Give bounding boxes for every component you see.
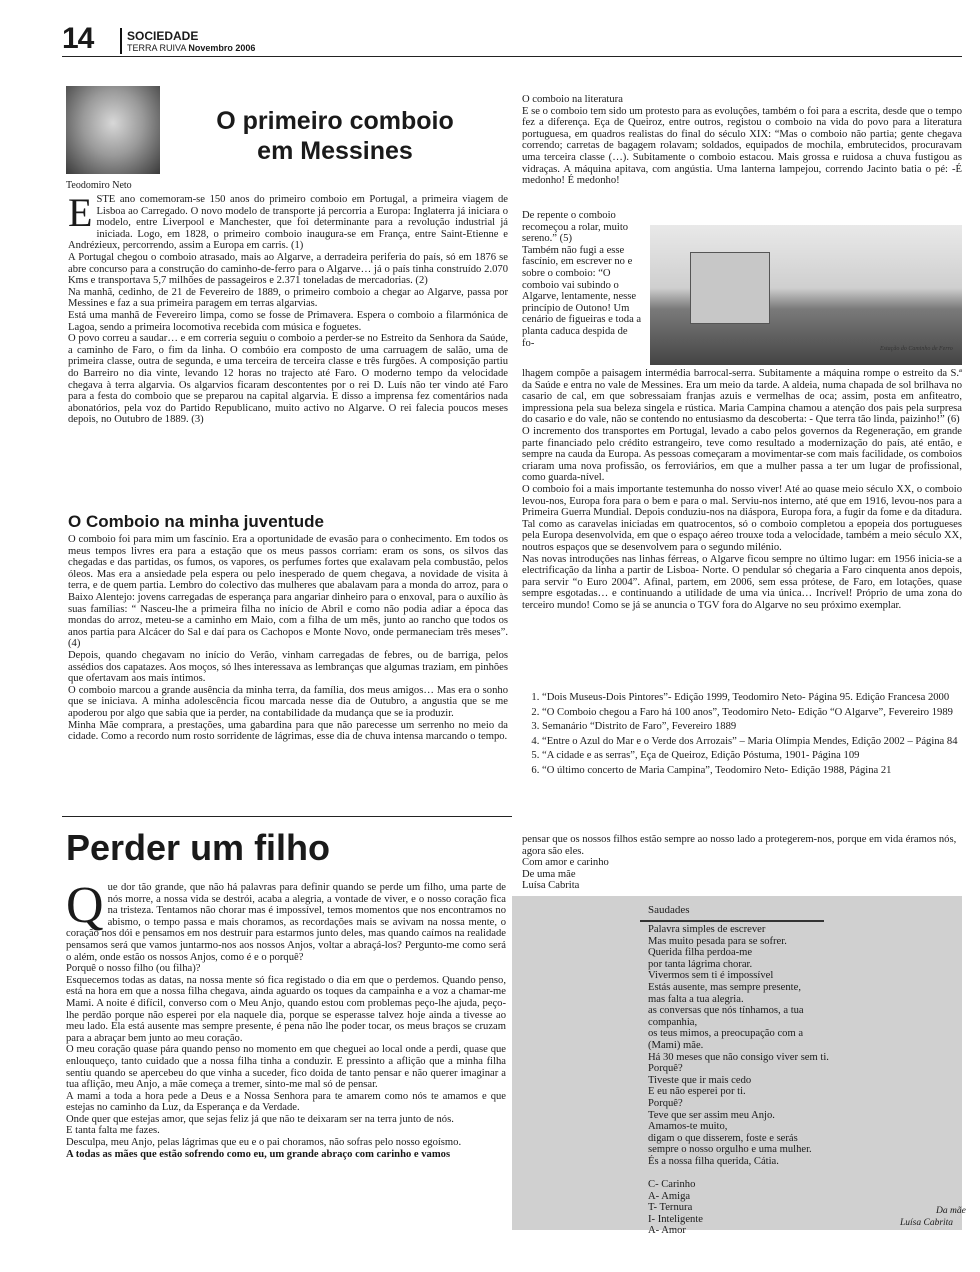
- reference-item: 6. “O último concerto de Maria Campina”, Teodomiro Neto- Edição 1988, Página 21: [542, 765, 960, 777]
- youth-body: [68, 534, 508, 743]
- paragraph: O incremento dos transportes em Portugal, levado a cabo pelos governos da Regeneração, em grande parte financiado pelo crédito estrangeiro, teve como resultado a modernização do país, até então, e sempre na cauda da Europa. As pessoas começaram a movimentar-se com mais facilidade, os comboios criaram uma nova profissão, os ferroviários, em que a mulher passa a ter um lugar de profissional, como guarda-nível.: [522, 425, 962, 484]
- paragraph: Minha Mãe comprara, a prestações, uma gabardina para que não parecesse um serrenho no meio da cidade. Como a recordo num rosto sorridente de lágrimas, esse dia de chuva intensa marcando o tempo.: [68, 719, 508, 743]
- header-rule: [62, 56, 962, 57]
- poem-line: Querida filha perdoa-me: [648, 947, 753, 959]
- signoff-line: De uma mãe: [522, 868, 576, 880]
- article2-body: [66, 877, 506, 1160]
- author-name: Teodomiro Neto: [66, 180, 132, 191]
- article1-body: [68, 190, 508, 426]
- paragraph: O comboio marcou a grande ausência da minha terra, da família, dos meus amigos… Mas era o sonho que se iniciava. A minha adolescência ficou marcada nesse dia de Outubro, a angustia que se me apoderou por algo que sabia que ia perder, na contabilidade da mudança que se ia produzir.: [68, 684, 508, 719]
- poem-line: Porquê?: [648, 1063, 683, 1075]
- poem-line: T- Ternura: [648, 1202, 693, 1214]
- dropcap: Q: [66, 877, 104, 934]
- poem-signature-line2: Luísa Cabrita: [900, 1218, 954, 1228]
- article2-right-text: [522, 834, 962, 892]
- poem-line: as conversas que nós tínhamos, a tua: [648, 1005, 804, 1017]
- paragraph: Nas novas introduções nas linhas férreas, o Algarve ficou sempre no último lugar: em 1956 inicia-se a electrificação da linha a partir de Lisboa- Norte. O pendular só chegaria a Faro cinquenta anos depois, para servir “o Euro 2004”. Afinal, partem, em 2006, sem essa prótese, de Faro, em lotações, quase sempre esgotadas… e continuando a utilidade de uma via única… Incrível! Próprio de uma zona do terceiro mundo! Como se já se anuncia o TGV fora do Algarve no seu próximo exemplar.: [522, 553, 962, 611]
- paragraph: lhagem compõe a paisagem intermédia barrocal-serra. Subitamente a máquina rompe o estreito da S.ª da Saúde e entra no vale de Messines. Era um meio da tarde. A aldeia, numa chapada de sol brilhava no casario de cal, em que sobressaiam franjas azuis e vermelhas de oca; assim, posta em anfiteatro, impressiona pela sua beleza singela e rústica. Maria Campina chamou a atenção dos pais pela surpresa do casario e do vale, não se contendo no entusiasmo da descoberta: - Que terra tão linda, paizinho!” (6): [522, 368, 962, 426]
- poem-line: A- Amor: [648, 1225, 686, 1237]
- title-line-2: em Messines: [257, 137, 413, 165]
- article-title: [180, 106, 490, 166]
- poem-line: Mas muito pesada para se sofrer.: [648, 935, 787, 947]
- paragraph: Na manhã, cedinho, de 21 de Fevereiro de 1889, o primeiro comboio a chegar ao Algarve, passa por Messines e faz a sua primeira paragem em terras algarvias.: [68, 286, 508, 310]
- references: [520, 692, 960, 780]
- literature-top: [522, 94, 962, 187]
- reference-item: 4. “Entre o Azul do Mar e o Verde dos Arrozais” – Maria Olímpia Mendes, Edição 2002 – Página 84: [542, 736, 960, 748]
- paragraph: E tanta falta me fazes.: [66, 1125, 160, 1137]
- paragraph: E se o comboio tem sido um protesto para as evoluções, também o foi para a escrita, desde que o tempo fez a diferença. Eça de Queiroz, entre outros, registou o comboio na vida do povo para a literatura portuguesa, em quadros realistas do final do século XIX: “Mas o comboio não partia; gente chegava correndo; carretas de bagagem rolavam; soldados, equipados de mochila, embrutecidos, procuravam uma terceira classe (…). Subitamente o comboio estacou. Mais grossa e ruidosa a chuva fustigou as vidraças. A máquina apitava, com angústia. Uma lanterna lampejou, correndo Jacinto batia o pé: -É medonho! É medonho!: [522, 105, 962, 187]
- poem-line: Amamos-te muito,: [648, 1121, 728, 1133]
- poem-title: Saudades: [648, 904, 690, 916]
- author-photo: [66, 86, 160, 174]
- paragraph: Depois, quando chegavam no início do Verão, vinham carregadas de febres, ou de barriga, pelos assédios dos capatazes. Aos moços, só lhes interessava as lembranças que algumas traziam, em pinhões que ofertavam aos mais íntimos.: [68, 649, 508, 685]
- paragraph: [66, 877, 506, 963]
- paragraph: O meu coração quase pára quando penso no momento em que cheguei ao local onde a perdi, quase que enlouqueço, tanto cuidado que a nossa filha tinha a conduzir. E pressinto a aflição que a minha filha sentiu quando se apercebeu do que vinha a suceder, fico doida de tanto pensar e não querer imaginar a tua aflição, meu Anjo, a mãe começa a tremer, sinto-me mal só de pensar.: [66, 1044, 506, 1091]
- photo-caption: Estação do Caminho de Ferro: [880, 346, 953, 352]
- poem-line: companhia,: [648, 1016, 698, 1028]
- page-number: 14: [62, 22, 94, 55]
- poem-line: Há 30 meses que não consigo viver sem ti.: [648, 1051, 829, 1063]
- paragraph: Esquecemos todas as datas, na nossa mente só fica registado o dia em que o perdemos. Quando penso, está na hora em que a nossa filha chegava, ainda aguardo os toques da campainha e a voz a chamar-me Mami. A noite é difícil, converso com o Meu Anjo, quando estou com problemas peço-lhe ajuda, peço-lhe perdão porque não esperei por ela naquele dia, porque se esperasse talvez hoje ainda a tivesse ao meu lado. Ela está ausente mas sempre presente, é pena não lhe poder tocar, os meus braços se cruzam para a abraçar bem junto ao meu coração.: [66, 974, 506, 1044]
- poem-line: C- Carinho: [648, 1179, 696, 1191]
- paragraph: Onde quer que estejas amor, que sejas feliz já que não te deixaram ser na terra junto de nós.: [66, 1113, 454, 1125]
- reference-item: 2. “O Comboio chegou a Faro há 100 anos”, Teodomiro Neto- Edição “O Algarve”, Fevereiro 1989: [542, 707, 960, 719]
- poem-divider: [640, 920, 824, 922]
- paragraph: Porquê o nosso filho (ou filha)?: [66, 963, 201, 975]
- poem-line: És a nossa filha querida, Cátia.: [648, 1155, 779, 1167]
- poem-line: Tiveste que ir mais cedo: [648, 1074, 752, 1086]
- paragraph: O comboio foi a mais importante testemunha do nosso viver! Até ao quase meio século XX, o comboio levou-nos, Europa fora para o bem e para o mal. Serviu-nos interno, até que em 1916, levou-nos para a Primeira Guerra Mundial. Depois conduziu-nos na diáspora, Europa fora, a fugir da fome e da ditadura. Tal como as caravelas iniciadas em quatrocentos, só o comboio completou a epopeia dos portugueses pela Europa desenvolvida, em que o espaço aéreo trouxe toda a velocidade, também a meio século XX, noutros espaços que se desenvolvem para o segundo milénio.: [522, 483, 962, 553]
- poem-line: [648, 1167, 848, 1179]
- poem-line: Estás ausente, mas sempre presente,: [648, 981, 801, 993]
- poem-line: Palavra simples de escrever: [648, 924, 766, 935]
- signoff-author: Luísa Cabrita: [522, 880, 580, 892]
- paragraph: A Portugal chegou o comboio atrasado, mais ao Algarve, a derradeira periferia do país, só em 1876 se abre concurso para a construção do caminho-de-ferro para o Algarve… já o país tinha construído 2.070 Kms e transportava 5,7 milhões de passageiros e 2.371 toneladas de mercadorias. (2): [68, 251, 508, 287]
- paragraph: De repente o comboio recomeçou a rolar, muito sereno.” (5): [522, 210, 629, 245]
- section-name: SOCIEDADE: [127, 29, 199, 43]
- paragraph: Desculpa, meu Anjo, pelas lágrimas que eu e o pai choramos, não sofras pelo nosso egoísmo.: [66, 1137, 462, 1149]
- poem-line: Porquê?: [648, 1097, 683, 1109]
- station-building: [690, 252, 770, 324]
- paragraph: Também não fugi a esse fascínio, em escrever no e sobre o comboio: “O comboio vai subindo o Algarve, lentamente, nesse princípio de Outono! Um cenário de figueiras e toda a planta caduca despida de fo-: [522, 244, 642, 349]
- paragraph: O povo correu a saudar… e em correria seguiu o comboio a perder-se no Estreito da Senhora da Saúde, a caminho de Faro, o fim da linha. O combóio era composto de uma carruagem de salão, uma de primeira classe, outra de segunda, e uma terceira de terceira classe e três furgões. A composição partiu do Barreiro no dia vinte, levando 12 horas no trajecto até Faro. O moderno tempo da velocidade chegava à terra algarvia. Os algarvios ficaram descontentes por o rei D. Luís não ter vindo até Faro para a festa do comboio que se preparou na capital algarvia. E disso a imprensa fez comentários nada abonatórios, pela voz do Partido Republicano, muito activo no Algarve. O rei falecia poucos meses depois, no Outubro de 1889. (3): [68, 333, 508, 426]
- poem-line: (Mami) mãe.: [648, 1039, 704, 1051]
- poem-line: A- Amiga: [648, 1190, 691, 1202]
- literature-heading: O comboio na literatura: [522, 94, 623, 105]
- reference-item: 1. “Dois Museus-Dois Pintores”- Edição 1999, Teodomiro Neto- Página 95. Edição Francesa 2000: [542, 692, 960, 704]
- poem-line: sempre o nosso orgulho e uma mulher.: [648, 1144, 812, 1156]
- intro-paragraph: [68, 190, 508, 252]
- subheading: O Comboio na minha juventude: [68, 512, 324, 531]
- poem-line: Vivermos sem ti é impossível: [648, 970, 774, 982]
- poem-line: digam o que disserem, foste e serás: [648, 1132, 798, 1144]
- poem-line: os teus mimos, a preocupação com a: [648, 1028, 804, 1040]
- poem-text: [648, 924, 848, 1237]
- paragraph: O comboio foi para mim um fascínio. Era a oportunidade de evasão para o conhecimento. Em todos os meus tempos livres era para a estação que os meus passos corriam: eram os sons, os silvos das chegadas e das partidas, os fumos, os vapores, os perfumes fortes que exalavam pela combustão, pelos óleos. Mas era a ansiedade pela espera ou pelo inesperado de quem chegava, a novidade de visita à terra, e de quem partia. Lembro do colectivo das mulheres que abalavam para a monda do arroz, para o Baixo Alentejo: jovens carregadas de esperança para angariar dinheiro para o enxoval, para o auxílio às suas famílias: “ Nasceu-lhe a primeira filha no início de Abril e como não podia adiar a época das mondas do arroz, meteu-se a caminho em Maio, com a filha de um mês, junto ao rancho que todos os anos partia para Alcácer do Sal e daí para os Cachopos e Monte Novo, onde permaneciam três meses”. (4): [68, 534, 508, 650]
- reference-item: 5. “A cidade e as serras”, Eça de Queiroz, Edição Póstuma, 1901- Página 109: [542, 750, 960, 762]
- publication-line: [127, 43, 255, 53]
- paragraph: pensar que os nossos filhos estão sempre ao nosso lado a protegerem-nos, porque em vida éramos nós, agora são eles.: [522, 834, 957, 857]
- dropcap: E: [68, 190, 93, 235]
- poem-line: por tanta lágrima chorar.: [648, 958, 753, 970]
- poem-line: I- Inteligente: [648, 1213, 704, 1225]
- poem-line: mas falta a tua alegria.: [648, 993, 744, 1005]
- poem-line: E eu não esperei por ti.: [648, 1086, 746, 1098]
- publication-date: Novembro 2006: [188, 43, 256, 53]
- signoff-line: Com amor e carinho: [522, 857, 609, 869]
- paragraph: A mami a toda a hora pede a Deus e a Nossa Senhora para te amarem como nós te amamos e que estejas no caminho da Luz, da Esperança e da Verdade.: [66, 1090, 506, 1114]
- poem-line: Teve que ser assim meu Anjo.: [648, 1109, 775, 1121]
- narrow-column: [522, 210, 642, 349]
- reference-item: 3. Semanário “Distrito de Faro”, Fevereiro 1889: [542, 721, 960, 733]
- title-line-1: O primeiro comboio: [216, 107, 454, 135]
- article2-title: Perder um filho: [66, 827, 331, 868]
- literature-bottom: [522, 368, 962, 611]
- intro-text: STE ano comemoram-se 150 anos do primeiro comboio em Portugal, a primeira viagem de Lisboa ao Carregado. O novo modelo de transporte já percorria a Europa: Inglaterra já iniciara o modelo, entre Liverpool e Manchester, que foi determinante para a revolução industrial já iniciada. Logo, em 1828, o primeiro comboio inaugura-se em França, entre Saint-Etienne e Andrézieux, percorrendo, assim a Europa em carris. (1): [68, 194, 508, 252]
- section-rule: [62, 816, 512, 817]
- first-paragraph: ue dor tão grande, que não há palavras para definir quando se perde um filho, uma parte de nós morre, a nossa vida se destrói, acaba a alegria, a vontade de viver, e o nosso coração fica na tristeza. Tentamos não chorar mas é impossível, temos momentos que nos encontramos no abismo, o tempo passa e mais choramos, as recordações mais se avivam na nossa mente, o coração nos dói e pensamos em nos destruir para estarmos junto deles, mas quando caímos na realidade pensamos será que vamos juntarmo-nos aos nossos Anjos, voltar a abraçá-los? Pergunto-me como será o além, onde estão os nossos Anjos, como é e o porquê?: [66, 882, 506, 963]
- header-separator: [120, 28, 122, 54]
- paragraph: Está uma manhã de Fevereiro limpa, como se fosse de Primavera. Espera o comboio a filarmónica de Lagoa, sendo a primeira locomotiva recebida com música e foguetes.: [68, 309, 508, 333]
- poem-signature-line1: Da mãe: [936, 1206, 966, 1216]
- paragraph: A todas as mães que estão sofrendo como eu, um grande abraço com carinho e vamos: [66, 1148, 451, 1160]
- publication-name: TERRA RUIVA: [127, 43, 186, 53]
